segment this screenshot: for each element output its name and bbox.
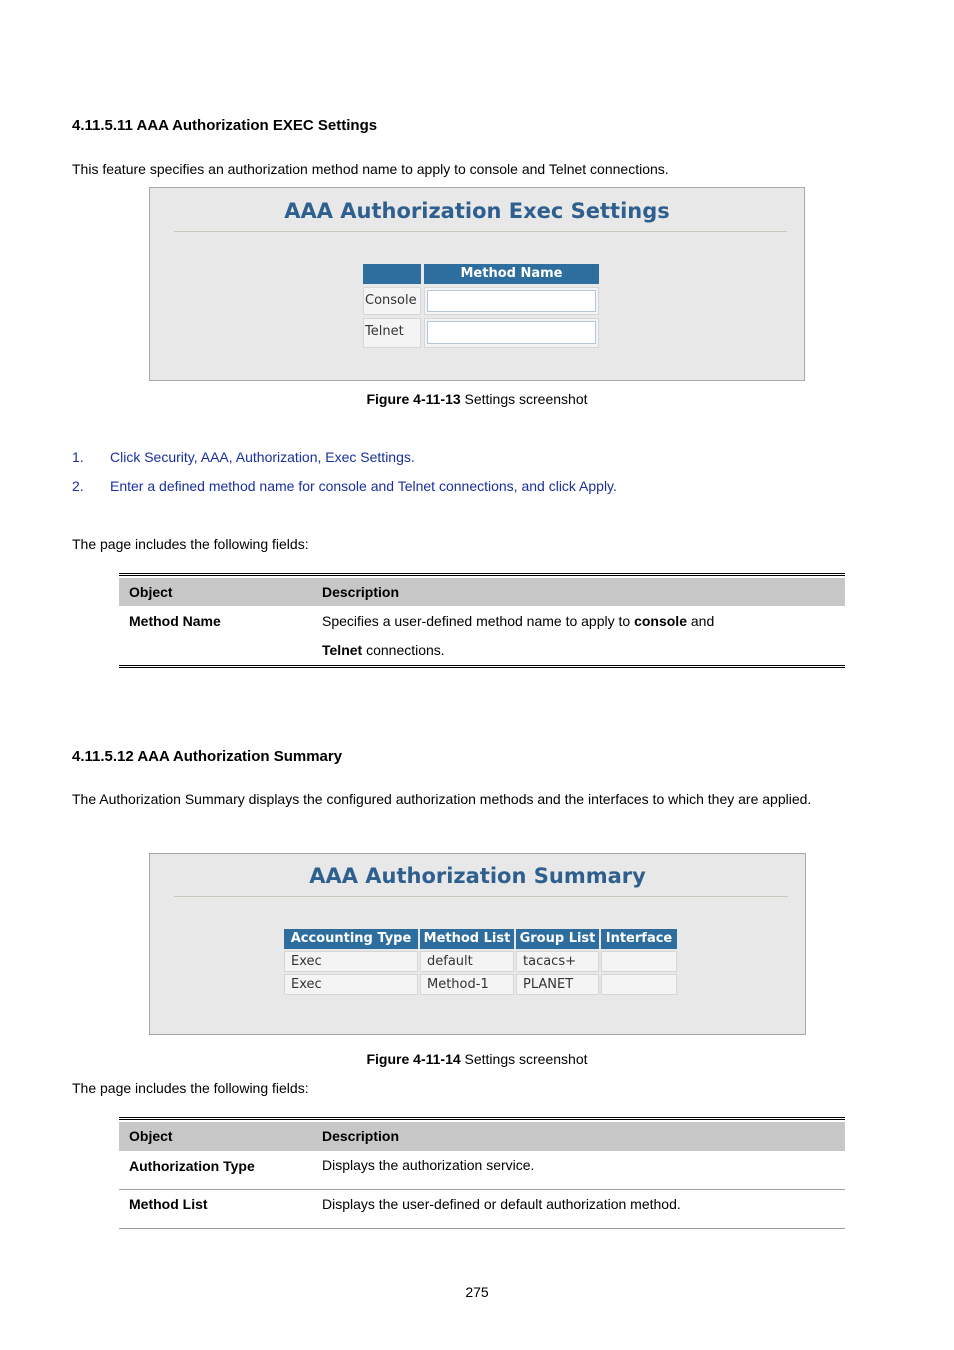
screenshot-title: AAA Authorization Exec Settings: [284, 199, 670, 223]
table-cell-text: tacacs+: [523, 954, 576, 969]
title-divider: [174, 231, 787, 232]
table-cell-text: default: [427, 954, 473, 969]
row-description-line1: [322, 613, 714, 629]
desc-text: Specifies a user-defined method name to apply to: [322, 613, 635, 629]
row-object: Method List: [129, 1196, 208, 1212]
method-name-header: Method Name: [424, 264, 599, 284]
row-description: Displays the authorization service.: [322, 1157, 535, 1173]
row-divider: [119, 1189, 845, 1190]
desc-bold: console: [634, 613, 687, 629]
table-header-row: [119, 1122, 845, 1151]
step-text: Click Security, AAA, Authorization, Exec Settings.: [110, 449, 415, 465]
table-cell-text: Exec: [291, 954, 322, 969]
row-description-line2: [322, 642, 445, 658]
fields-intro: The page includes the following fields:: [72, 536, 309, 552]
table-cell-text: PLANET: [523, 977, 574, 992]
row-object: Authorization Type: [129, 1158, 255, 1174]
row-divider: [119, 1228, 845, 1229]
table-cell: [601, 951, 677, 972]
table-cell-text: Exec: [291, 977, 322, 992]
section-heading: 4.11.5.11 AAA Authorization EXEC Settings: [72, 117, 378, 134]
page-number: 275: [465, 1284, 489, 1300]
desc-text: connections.: [362, 642, 445, 658]
header-description: Description: [322, 1128, 400, 1144]
title-divider: [174, 896, 788, 897]
method-list-header: Method List: [420, 929, 514, 949]
desc-bold: Telnet: [322, 642, 363, 658]
console-label: Console: [365, 293, 417, 308]
caption-text: Settings screenshot: [460, 1051, 588, 1067]
telnet-method-input[interactable]: [427, 321, 596, 344]
caption-label: Figure 4-11-13: [366, 391, 461, 407]
group-list-header: Group List: [516, 929, 599, 949]
table-header-row: [119, 578, 845, 606]
figure-caption: [0, 1051, 954, 1067]
table-bottom-rule: [119, 665, 845, 668]
row-description: Displays the user-defined or default authorization method.: [322, 1196, 681, 1212]
figure-caption: [0, 391, 954, 407]
blank-header-cell: [363, 264, 421, 284]
section-intro: The Authorization Summary displays the configured authorization methods and the interfaces to which they are applied.: [72, 791, 812, 807]
desc-text: and: [686, 613, 715, 629]
header-object: Object: [129, 584, 173, 600]
step-text: Enter a defined method name for console and Telnet connections, and click Apply.: [110, 478, 617, 494]
section-intro: This feature specifies an authorization method name to apply to console and Telnet connections.: [72, 161, 669, 177]
console-method-input[interactable]: [427, 290, 596, 312]
section-heading: 4.11.5.12 AAA Authorization Summary: [72, 748, 343, 765]
accounting-type-header: Accounting Type: [284, 929, 418, 949]
exec-settings-screenshot: [149, 187, 805, 381]
table-cell-text: Method-1: [427, 977, 489, 992]
step-number: 2.: [72, 478, 84, 494]
header-object: Object: [129, 1128, 173, 1144]
table-top-rule: [119, 1117, 845, 1120]
caption-text: Settings screenshot: [460, 391, 588, 407]
header-description: Description: [322, 584, 400, 600]
interface-header: Interface: [601, 929, 677, 949]
row-object: Method Name: [129, 613, 221, 629]
caption-label: Figure 4-11-14: [366, 1051, 461, 1067]
telnet-label: Telnet: [365, 324, 404, 339]
table-cell: [601, 974, 677, 995]
fields-intro: The page includes the following fields:: [72, 1080, 309, 1096]
screenshot-title: AAA Authorization Summary: [309, 864, 646, 888]
table-top-rule: [119, 573, 845, 576]
step-number: 1.: [72, 449, 84, 465]
authorization-summary-screenshot: [149, 853, 806, 1035]
